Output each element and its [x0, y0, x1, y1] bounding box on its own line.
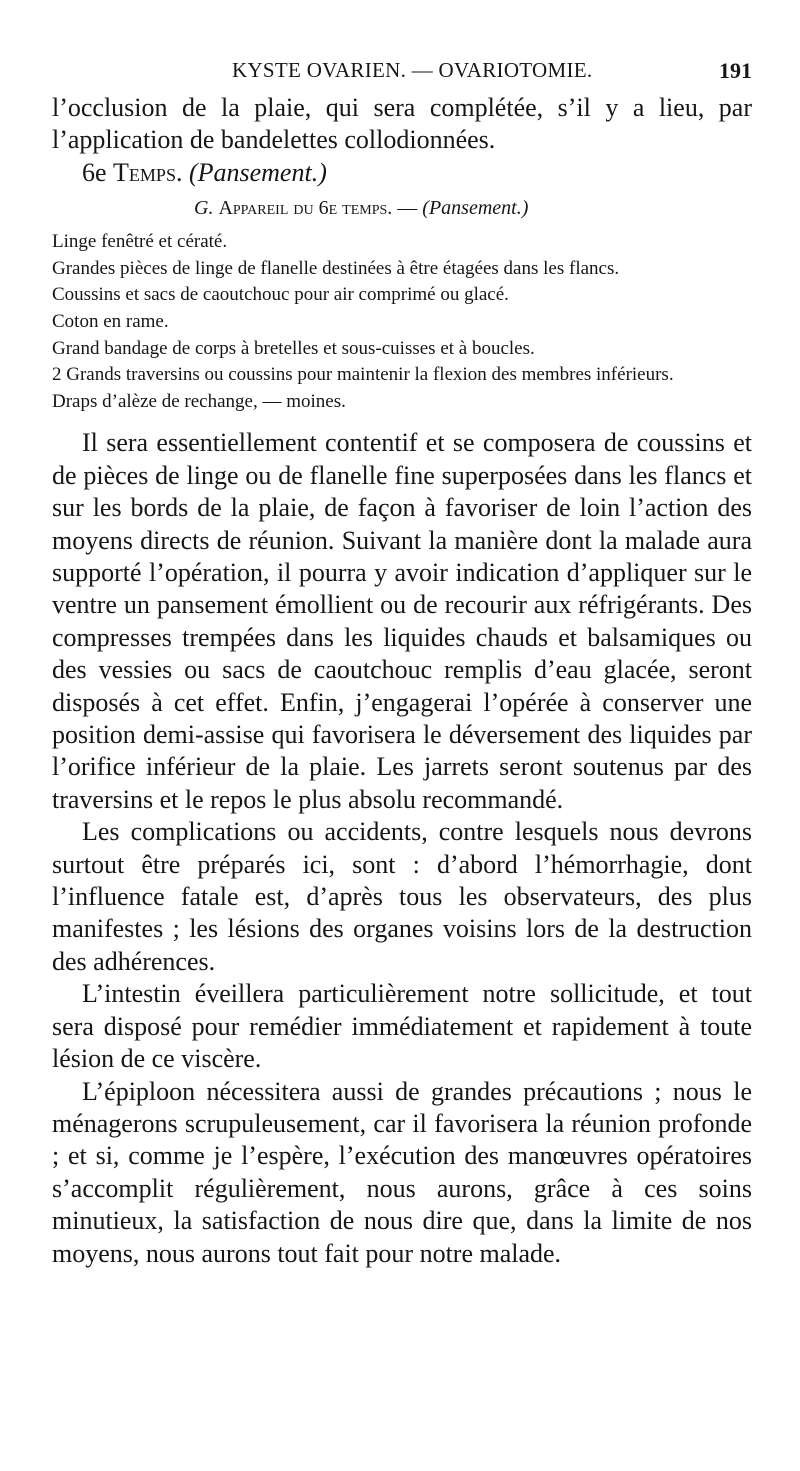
step-title: (Pansement.)	[188, 157, 327, 187]
apparatus-heading	[52, 193, 752, 223]
paragraph: L’intestin éveillera particulièrement notre sollicitude, et tout sera disposé pour remédier immédiatement et rapidement à toute lésion de ce viscère.	[52, 979, 752, 1074]
step-heading	[52, 157, 752, 189]
step-label: Temps.	[113, 157, 183, 187]
paragraph: L’épiploon nécessitera aussi de grandes précautions ; nous le ménagerons scrupuleusement, car il favorisera la réunion profonde ; et si, comme je l’espère, l’exécution des manœuvres opératoires s’accomplit régulièrement, nous aurons, grâce à ces soins minutieux, la satisfaction de nous dire que, dans la limite de nos moyens, nous aurons tout fait pour notre malade.	[52, 1076, 752, 1268]
apparatus-title: (Pansement.)	[422, 197, 529, 220]
list-item: Draps d’alèze de rechange, — moines.	[52, 390, 346, 412]
list-item: Coton en rame.	[52, 311, 169, 332]
apparatus-list	[52, 229, 752, 415]
intro-paragraph: l’occlusion de la plaie, qui sera complétée, s’il y a lieu, par l’application de bandelettes collodionnées.	[52, 93, 752, 155]
body-text	[52, 427, 752, 1270]
list-item: Coussins et sacs de caoutchouc pour air comprimé ou glacé.	[52, 284, 509, 306]
page-header	[0, 56, 800, 86]
list-item: 2 Grands traversins ou coussins pour maintenir la flexion des membres inférieurs.	[52, 364, 674, 386]
list-item: Grandes pièces de linge de flanelle destinées à être étagées dans les flancs.	[52, 257, 620, 279]
apparatus-letter: G.	[194, 197, 214, 220]
list-item: Grand bandage de corps à bretelles et sous-cuisses et à boucles.	[52, 337, 535, 359]
page-body	[52, 92, 752, 1270]
running-title: KYSTE OVARIEN. — OVARIOTOMIE.	[232, 58, 593, 82]
apparatus-label: Appareil du 6e temps.	[218, 197, 393, 220]
page-number: 191	[719, 58, 752, 83]
apparatus-dash: —	[397, 197, 418, 220]
list-item: Linge fenêtré et cératé.	[52, 231, 228, 253]
paragraph: Les complications ou accidents, contre lesquels nous devrons surtout être préparés ici, sont : d’abord l’hémorrhagie, dont l’influence fatale est, d’après tous les observateurs, des plus manifestes ; les lésions des organes voisins lors de la destruction des adhérences.	[52, 817, 752, 976]
step-number: 6e	[82, 157, 107, 187]
paragraph: Il sera essentiellement contentif et se composera de coussins et de pièces de linge ou de flanelle fine superposées dans les flancs et sur les bords de la plaie, de façon à favoriser de loin l’action des moyens directs de réunion. Suivant la manière dont la malade aura supporté l’opération, il pourra y avoir indication d’appliquer sur le ventre un pansement émollient ou de recourir aux réfrigérants. Des compresses trempées dans les liquides chauds et balsamiques ou des vessies ou sacs de caoutchouc remplis d’eau glacée, seront disposés à cet effet. Enfin, j’engagerai l’opérée à conserver une position demi-assise qui favorisera le déversement des liquides par l’orifice inférieur de la plaie. Les jarrets seront soutenus par des traversins et le repos le plus absolu recommandé.	[52, 428, 752, 814]
